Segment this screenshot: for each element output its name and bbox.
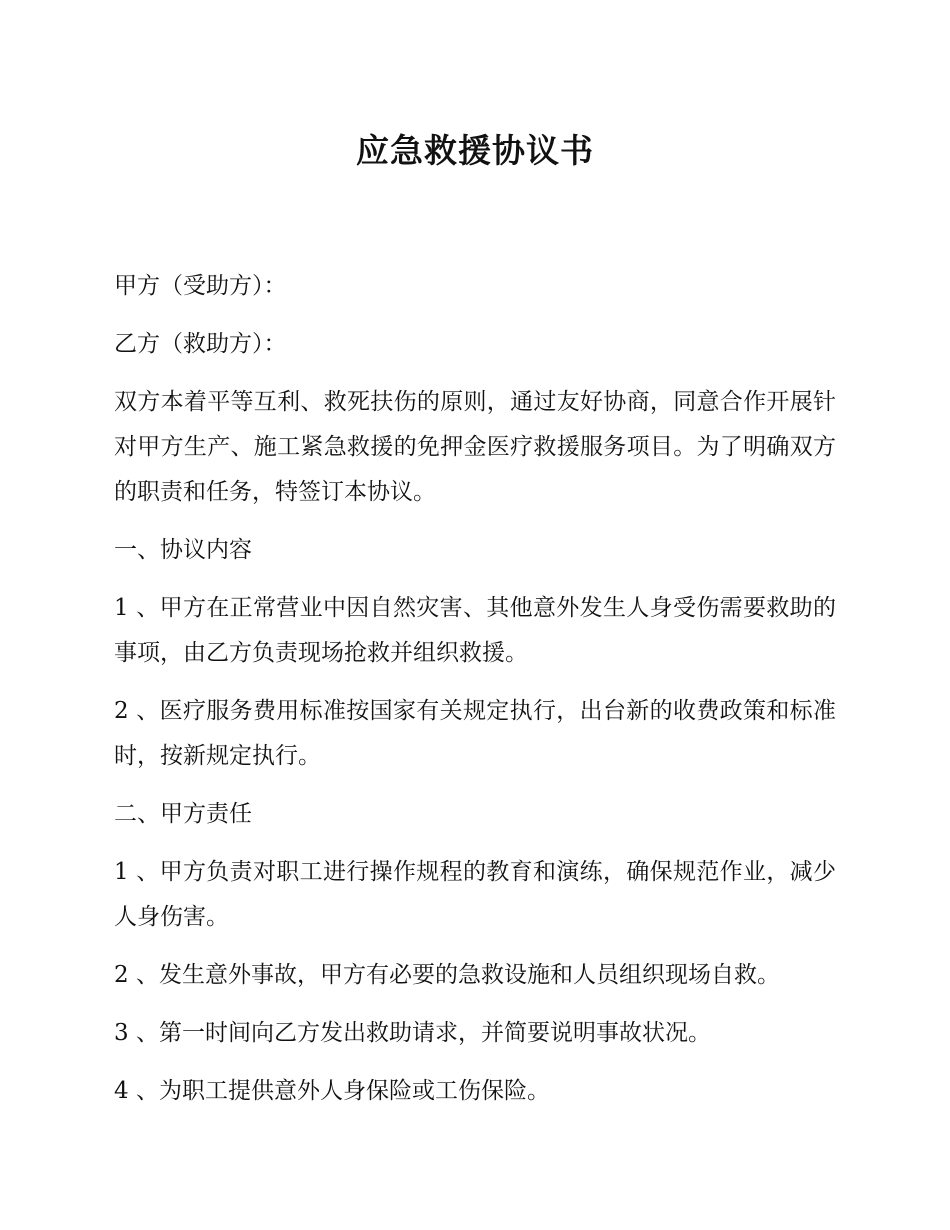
document-body bbox=[114, 264, 836, 1127]
agreement-item-2: 2 、医疗服务费用标准按国家有关规定执行，出台新的收费政策和标准时，按新规定执行。 bbox=[114, 698, 836, 769]
party-b-line: 乙方（救助方）： bbox=[114, 331, 287, 357]
section-heading-party-a-responsibility: 二、甲方责任 bbox=[114, 801, 252, 827]
preamble-paragraph: 双方本着平等互利、救死扶伤的原则，通过友好协商，同意合作开展针对甲方生产、施工紧急救援的免押金医疗救援服务项目。为了明确双方的职责和任务，特签订本协议。 bbox=[114, 389, 836, 505]
responsibility-item-3: 3 、第一时间向乙方发出救助请求，并简要说明事故状况。 bbox=[114, 1020, 711, 1046]
party-a-line: 甲方（受助方）： bbox=[114, 273, 287, 299]
section-heading-agreement-content: 一、协议内容 bbox=[114, 537, 252, 563]
responsibility-item-2: 2 、发生意外事故，甲方有必要的急救设施和人员组织现场自救。 bbox=[114, 962, 780, 988]
responsibility-item-4: 4 、为职工提供意外人身保险或工伤保险。 bbox=[114, 1078, 550, 1104]
responsibility-item-1: 1 、甲方负责对职工进行操作规程的教育和演练，确保规范作业，减少人身伤害。 bbox=[114, 859, 836, 930]
agreement-item-1: 1 、甲方在正常营业中因自然灾害、其他意外发生人身受伤需要救助的事项，由乙方负责现场抢救并组织救援。 bbox=[114, 595, 836, 666]
document-title: 应急救援协议书 bbox=[356, 131, 594, 170]
